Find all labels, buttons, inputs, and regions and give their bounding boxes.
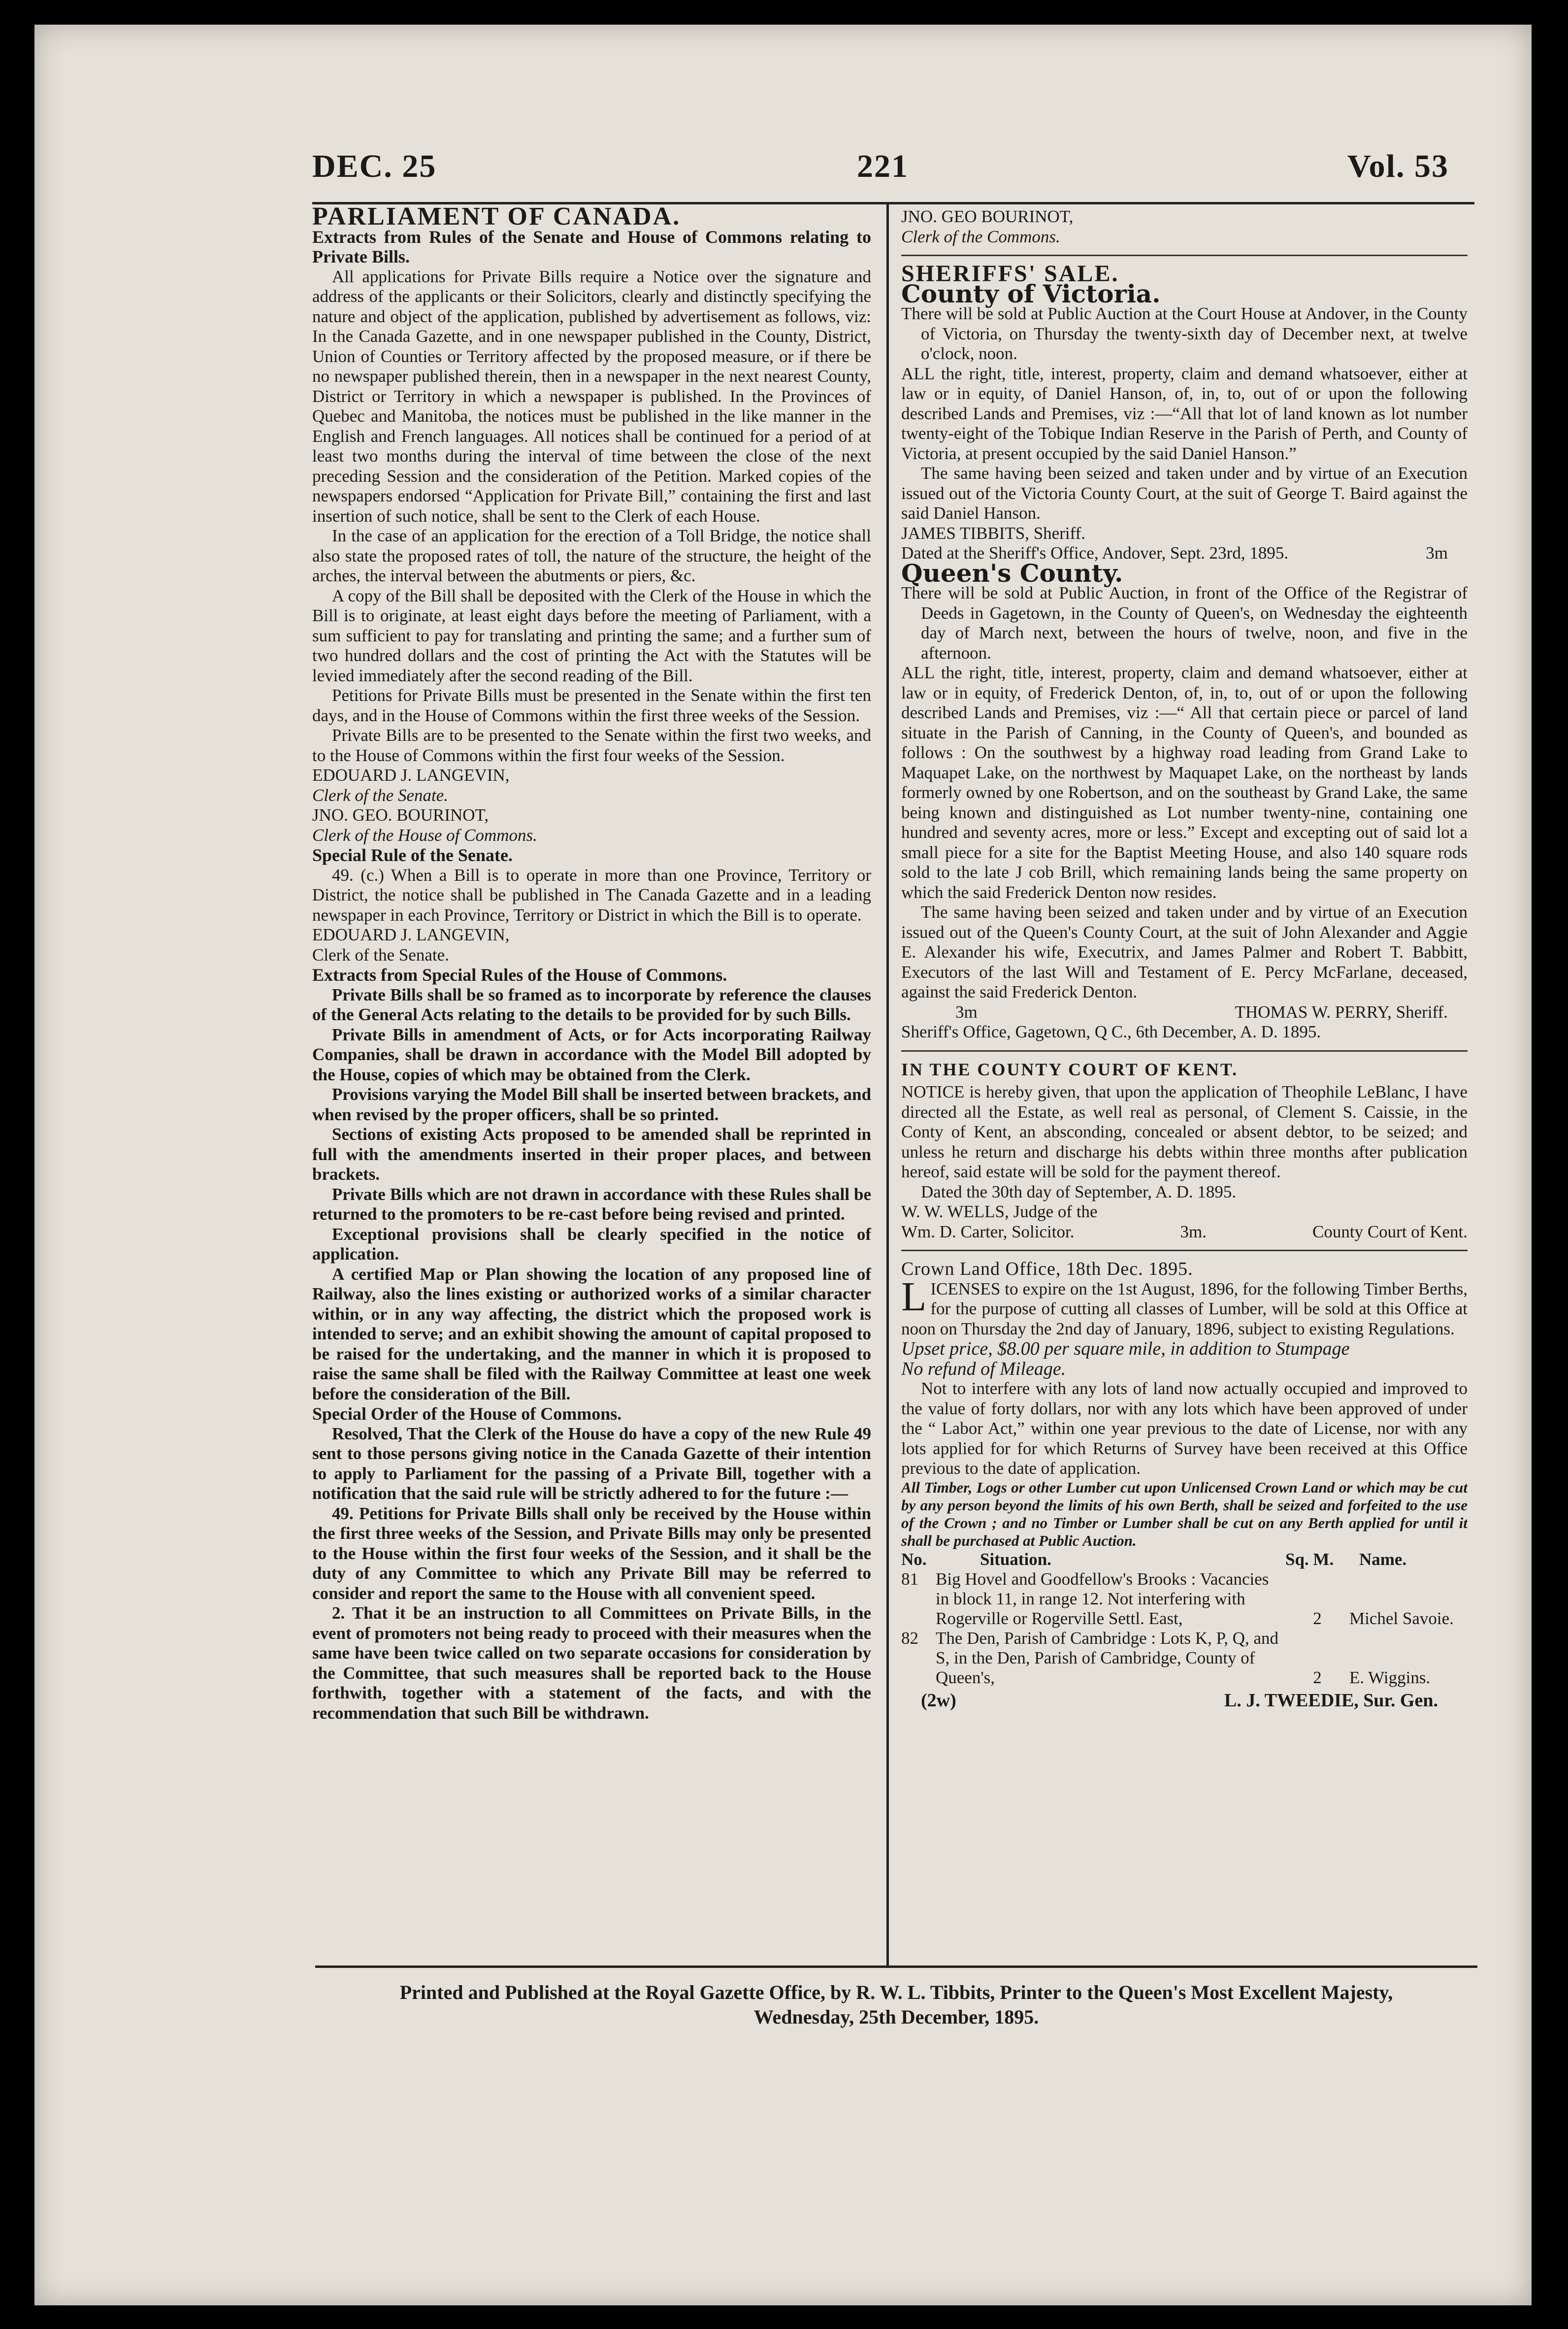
paragraph: Provisions varying the Model Bill shall be inserted between brackets, and when revised by the proper officers, shall be so printed. (312, 1085, 871, 1124)
solicitor-line (901, 1222, 1468, 1242)
section-rule (901, 255, 1468, 256)
signature-name: EDOUARD J. LANGEVIN, (312, 765, 510, 785)
term-label: 3m. (1180, 1222, 1207, 1241)
paragraph: The same having been seized and taken under and by virtue of an Execution issued out of the Queen's County Court, at the suit of John Alexander and Aggie E. Alexander his wife, Executrix, and James Palmer and Robert T. Babbitt, Executors of the last Will and Testament of E. Percy McFarlane, deceased, against the said Frederick Denton. (901, 902, 1468, 1001)
term-label: 3m (955, 1002, 978, 1022)
victoria-title: County of Victoria. (901, 279, 1161, 308)
column-header: No. (901, 1549, 927, 1569)
paragraph: Private Bills shall be so framed as to incorporate by reference the clauses of the General Acts relating to the details to be provided for by such Bills. (312, 985, 871, 1024)
paragraph: There will be sold at Public Auction, in front of the Office of the Registrar of Deeds in Gagetown, in the County of Queen's, on Wednesday the eighteenth day of March next, between the hours of twelve, noon, and five in the afternoon. (901, 583, 1468, 663)
berth-situation: The Den, Parish of Cambridge : Lots K, P, Q, and S, in the Den, Parish of Cambridge, County of Queen's, (936, 1628, 1279, 1687)
upset-price: Upset price, $8.00 per square mile, in addition to Stumpage (901, 1338, 1350, 1359)
paragraph: A copy of the Bill shall be deposited with the Clerk of the House in which the Bill is to originate, at least eight days before the meeting of Parliament, with a sum sufficient to pay for translating and printing the same; and a further sum of two hundred dollars and the cost of printing the Act with the Statutes will be levied immediately after the second reading of the Bill. (312, 586, 871, 685)
paragraph: 49. (c.) When a Bill is to operate in more than one Province, Territory or District, the notice shall be published in The Canada Gazette and in a leading newspaper in each Province, Territory or District in which the Bill is to operate. (312, 865, 871, 925)
queens-title: Queen's County. (901, 558, 1123, 588)
imprint-date: Wednesday, 25th December, 1895. (753, 2006, 1039, 2028)
table-header-row (901, 1550, 1468, 1569)
paragraph: Resolved, That the Clerk of the House do have a copy of the new Rule 49 sent to those persons giving notice in the Canada Gazette of their intention to apply to Parliament for the passing of a Private Bill, together with a notification that the said rule will be strictly adhered to for the future :— (312, 1424, 871, 1503)
paragraph: In the case of an application for the erection of a Toll Bridge, the notice shall also state the proposed rates of toll, the nature of the structure, the height of the arches, the interval between the abutments or piers, &c. (312, 526, 871, 585)
paragraph: There will be sold at Public Auction at the Court House at Andover, in the County of Victoria, on Thursday the twenty-sixth day of December next, at twelve o'clock, noon. (901, 304, 1468, 363)
drop-cap: L (901, 1273, 927, 1320)
header-date: DEC. 25 (312, 148, 437, 184)
signature-name: JNO. GEO. BOURINOT, (312, 805, 489, 825)
signature-title: Clerk of the House of Commons. (312, 825, 537, 845)
kent-title: IN THE COUNTY COURT OF KENT. (901, 1059, 1239, 1079)
sheriffs-sale-title: SHERIFFS' SALE. (901, 261, 1119, 287)
term-label: 3m (1426, 543, 1448, 563)
timber-berths-table (901, 1550, 1468, 1688)
crown-signature-line (901, 1688, 1468, 1711)
berth-name: E. Wiggins. (1349, 1667, 1431, 1687)
term-label: (2w) (921, 1690, 956, 1711)
paragraph: ALL the right, title, interest, property, claim and demand whatsoever, either at law or in equity, of Daniel Hanson, of, in, to, out of or upon the following described Lands and Premises, viz :—“All that lot of land known as lot number twenty-eight of the Tobique Indian Reserve in the Parish of Perth, and County of Victoria, at present occupied by the said Daniel Hanson.” (901, 364, 1468, 463)
dated-text: Dated at the Sheriff's Office, Andover, Sept. 23rd, 1895. (901, 543, 1289, 563)
table-row (901, 1569, 1468, 1629)
section-rule (901, 1250, 1468, 1251)
extract-title: Extracts from Rules of the Senate and House of Commons relating to Private Bills. (312, 227, 871, 266)
special-order-title: Special Order of the House of Commons. (312, 1404, 622, 1424)
paragraph: Private Bills in amendment of Acts, or for Acts incorporating Railway Companies, shall be drawn in accordance with the Model Bill adopted by the House, copies of which may be obtained from the Clerk. (312, 1025, 871, 1084)
paragraph: Not to interfere with any lots of land now actually occupied and improved to the value of forty dollars, nor with any lots which have been approved of under the “ Labor Act,” within one year previous to the date of License, nor with any lots applied for for which Returns of Survey have been received at this Office previous to the date of application. (901, 1379, 1468, 1478)
crown-notice (901, 1273, 1468, 1339)
paragraph: Petitions for Private Bills must be presented in the Senate within the first ten days, and in the House of Commons within the first three weeks of the Session. (312, 686, 871, 725)
parliament-title: PARLIAMENT OF CANADA. (312, 207, 681, 231)
paragraph: 49. Petitions for Private Bills shall only be received by the House within the first three weeks of the Session, and Private Bills may only be presented to the House within the first four weeks of the Session, and it shall be the duty of any Committee to which any Private Bill may be referred to consider and report the same to the House with all convenient speed. (312, 1503, 871, 1603)
column-header: Sq. M. (1285, 1549, 1334, 1569)
solicitor-name: Wm. D. Carter, Solicitor. (901, 1222, 1075, 1241)
signature-title: Clerk of the Commons. (901, 227, 1060, 246)
senate-rule-title: Special Rule of the Senate. (312, 845, 513, 865)
signature-title: Clerk of the Senate. (312, 785, 449, 805)
signature-name: L. J. TWEEDIE, Sur. Gen. (1224, 1690, 1438, 1711)
column-divider (886, 203, 889, 1966)
signature-name: THOMAS W. PERRY, Sheriff. (1235, 1002, 1448, 1022)
paragraph: Private Bills are to be presented to the Senate within the first two weeks, and to the House of Commons within the first four weeks of the Session. (312, 726, 871, 765)
court-name: County Court of Kent. (1312, 1222, 1468, 1241)
crown-notice-text: ICENSES to expire on the 1st August, 1896, for the following Timber Berths, for the purpose of cutting all classes of Lumber, will be sold at this Office at noon on Thursday the 2nd day of January, 1896, subject to existing Regulations. (901, 1279, 1468, 1338)
header-volume: Vol. 53 (1347, 148, 1449, 184)
signature-name: JAMES TIBBITS, Sheriff. (901, 523, 1086, 543)
dated-text: Dated the 30th day of September, A. D. 1895. (921, 1182, 1237, 1201)
paragraph: ALL the right, title, interest, property, claim and demand whatsoever, either at law or in equity, of Frederick Denton, of, in, to, out of or upon the following described Lands and Premises, viz :—“ All that certain piece or parcel of land situate in the Parish of Canning, in the County of Queen's, and bounded as follows : On the southwest by a highway road leading from Grand Lake to Maquapet Lake, on the northwest by Maquapet Lake, on the northeast by lands formerly owned by one Robertson, and on the southeast by Grand Lake, the same being known and distinguished as Lot number twenty-nine, containing one hundred and seventy acres, more or less.” Except and excepting out of said lot a small piece for a site for the Baptist Meeting House, and also 140 square rods sold to the late J cob Brill, which remaining lands being the same property on which the said Frederick Denton now resides. (901, 663, 1468, 902)
paragraph: Exceptional provisions shall be clearly specified in the notice of application. (312, 1224, 871, 1264)
column-header: Name. (1359, 1549, 1407, 1569)
paragraph: NOTICE is hereby given, that upon the application of Theophile LeBlanc, I have directed all the Estate, as well real as personal, of Clement S. Caissie, in the Conty of Kent, an absconding, concealed or absent debtor, to be seized; and unless he return and discharge his debts within three months after publication hereof, said estate will be sold for the payment thereof. (901, 1082, 1468, 1181)
crown-office-line: Crown Land Office, 18th Dec. 1895. (901, 1259, 1193, 1279)
no-refund: No refund of Mileage. (901, 1358, 1066, 1379)
footer-rule (315, 1965, 1477, 1968)
berth-situation: Big Hovel and Goodfellow's Brooks : Vacancies in block 11, in range 12. Not interfering with Rogerville or Rogerville Settl. East, (936, 1569, 1269, 1628)
signature-title: Clerk of the Senate. (312, 945, 449, 965)
signature-name: EDOUARD J. LANGEVIN, (312, 925, 510, 944)
header-page-number: 221 (857, 148, 909, 184)
table-row (901, 1629, 1468, 1688)
paragraph: 2. That it be an instruction to all Committees on Private Bills, in the event of promoters not being ready to proceed with their measures when the same have been twice called on two separate occasions for consideration by the Committee, that such measures shall be reported back to the House forthwith, together with a statement of the facts, and with the recommendation that such Bill be withdrawn. (312, 1603, 871, 1723)
berth-sq-miles: 2 (1313, 1608, 1322, 1628)
right-column (901, 207, 1468, 1961)
berth-number: 81 (901, 1569, 918, 1589)
paragraph: Private Bills which are not drawn in accordance with these Rules shall be returned to the promoters to be re-cast before being revised and printed. (312, 1184, 871, 1224)
paragraph: The same having been seized and taken under and by virtue of an Execution issued out of the Victoria County Court, at the suit of George T. Baird against the said Daniel Hanson. (901, 464, 1468, 523)
paragraph: A certified Map or Plan showing the location of any proposed line of Railway, also the lines existing or authorized works of a similar character within, or in any way affecting, the district which the proposed work is intended to serve; and an exhibit showing the amount of capital proposed to be raised for the undertaking, and the manner in which it is proposed to raise the same shall be filed with the Railway Committee at least one week before the consideration of the Bill. (312, 1264, 871, 1403)
berth-sq-miles: 2 (1313, 1667, 1322, 1687)
header-rule (312, 202, 1474, 204)
section-rule (901, 1050, 1468, 1052)
paragraph: All applications for Private Bills require a Notice over the signature and address of the applicants or their Solicitors, clearly and distinctly specifying the nature and object of the application, published by advertisement as follows, viz: In the Canada Gazette, and in one newspaper published in the County, District, Union of Counties or Territory affected by the proposed measure, or if there be no newspaper published therein, then in a newspaper in the next nearest County, District or Territory in which a newspaper is published. In the Provinces of Quebec and Manitoba, the notices must be published in the like manner in the English and French languages. All notices shall be continued for a period of at least two months during the interval of time between the close of the next preceding Session and the consideration of the Petition. Marked copies of the newspapers endorsed “Application for Private Bill,” containing the first and last insertion of such notice, shall be sent to the Clerk of each House. (312, 266, 871, 526)
paragraph: Sections of existing Acts proposed to be amended shall be reprinted in full with the amendments inserted in their proper places, and between brackets. (312, 1125, 871, 1184)
judge-name: W. W. WELLS, Judge of the (901, 1202, 1098, 1221)
dated-text: Sheriff's Office, Gagetown, Q C., 6th December, A. D. 1895. (901, 1022, 1321, 1041)
signature-name: JNO. GEO BOURINOT, (901, 207, 1074, 226)
berth-number: 82 (901, 1628, 918, 1648)
imprint-line: Printed and Published at the Royal Gazette Office, by R. W. L. Tibbits, Printer to the Queen's Most Excellent Majesty, (399, 1981, 1393, 2003)
left-column (312, 207, 871, 1961)
timber-warning: All Timber, Logs or other Lumber cut upon Unlicensed Crown Land or which may be cut by any person beyond the limits of his own Berth, shall be seized and forfeited to the use of the Crown ; and no Timber or Lumber shall be cut on any Berth applied for until it shall be purchased at Public Auction. (901, 1478, 1468, 1549)
imprint-footer (315, 1980, 1477, 2030)
signature-line (901, 1002, 1468, 1023)
column-header: Situation. (980, 1549, 1051, 1569)
berth-name: Michel Savoie. (1349, 1608, 1454, 1628)
commons-rules-title: Extracts from Special Rules of the House of Commons. (312, 965, 727, 985)
